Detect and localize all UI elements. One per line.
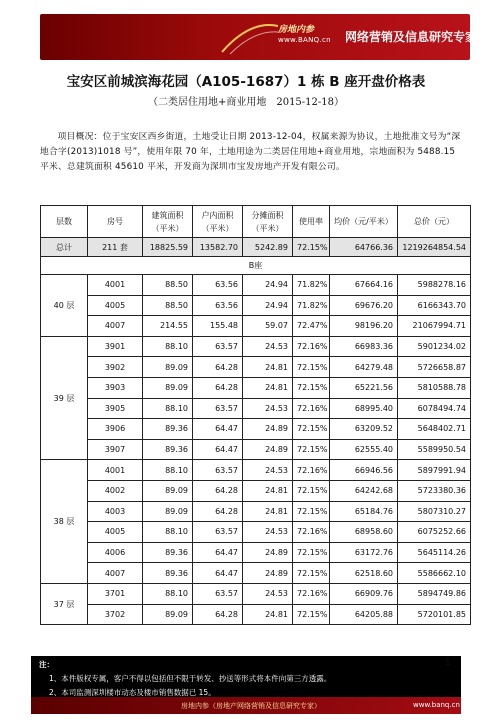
total-price-cell: 5720101.85 — [398, 604, 471, 625]
usage-rate-cell: 72.16% — [293, 460, 330, 481]
total-row — [41, 238, 471, 257]
floor-cell: 39 层 — [41, 336, 88, 460]
total-price-cell: 6078494.74 — [398, 398, 471, 419]
total-price-cell: 21067994.71 — [398, 316, 471, 337]
inner-area-cell: 63.57 — [193, 522, 243, 543]
total-sum: 1219264854.54 — [398, 238, 471, 257]
inner-area-cell: 63.57 — [193, 583, 243, 604]
total-price-cell: 5807310.27 — [398, 501, 471, 522]
footer-bar-text: 房地内参（房地产网络营销及信息研究专家） — [181, 702, 321, 710]
banner-slogan: 网络营销及信息研究专家 — [345, 30, 478, 44]
inner-area-cell: 63.57 — [193, 336, 243, 357]
total-price-cell: 5723380.36 — [398, 480, 471, 501]
floor-cell: 40 层 — [41, 275, 88, 337]
build-area-cell: 89.36 — [143, 419, 193, 440]
usage-rate-cell: 72.16% — [293, 522, 330, 543]
usage-rate-cell: 72.16% — [293, 336, 330, 357]
shared-area-cell: 24.81 — [243, 501, 293, 522]
header-usage-rate: 使用率 — [293, 206, 330, 238]
shared-area-cell: 59.07 — [243, 316, 293, 337]
header-build-area: 建筑面积（平米） — [143, 206, 193, 238]
shared-area-cell: 24.53 — [243, 336, 293, 357]
inner-area-cell: 64.47 — [193, 439, 243, 460]
table-row — [41, 604, 471, 625]
shared-area-cell: 24.89 — [243, 563, 293, 584]
project-overview: 项目概况：位于宝安区西乡街道，土地受让日期 2013-12-04，权属来源为协议，土地批准文号为“深地合字(2013)1018 号”，使用年限 70 年，土地用途为二类居住用地+商业用地，宗地面积为 5488.15 平米、总建筑面积 45610 平米，开发商为深圳市宝发房地产开发有限公司。 — [40, 132, 461, 172]
usage-rate-cell: 72.15% — [293, 563, 330, 584]
avg-price-cell: 64205.88 — [330, 604, 398, 625]
table-row — [41, 563, 471, 584]
inner-area-cell: 63.57 — [193, 398, 243, 419]
inner-area-cell: 155.48 — [193, 316, 243, 337]
avg-price-cell: 66983.36 — [330, 336, 398, 357]
usage-rate-cell: 72.15% — [293, 419, 330, 440]
total-units: 211 套 — [88, 238, 143, 257]
footer-bar — [31, 697, 461, 714]
inner-area-cell: 64.28 — [193, 480, 243, 501]
shared-area-cell: 24.81 — [243, 377, 293, 398]
build-area-cell: 88.50 — [143, 295, 193, 316]
avg-price-cell: 66946.56 — [330, 460, 398, 481]
usage-rate-cell: 71.82% — [293, 275, 330, 296]
avg-price-cell: 69676.20 — [330, 295, 398, 316]
total-price-cell: 5988278.16 — [398, 275, 471, 296]
avg-price-cell: 62555.40 — [330, 439, 398, 460]
unit-cell: 4007 — [88, 563, 143, 584]
inner-area-cell: 64.28 — [193, 501, 243, 522]
build-area-cell: 88.10 — [143, 398, 193, 419]
build-area-cell: 89.09 — [143, 604, 193, 625]
total-price-cell: 6166343.70 — [398, 295, 471, 316]
brand-logo-url: www.BANQ.cn — [278, 36, 331, 44]
header-inner-area: 户内面积（平米） — [193, 206, 243, 238]
total-price-cell: 5589950.54 — [398, 439, 471, 460]
avg-price-cell: 66909.76 — [330, 583, 398, 604]
usage-rate-cell: 72.16% — [293, 583, 330, 604]
inner-area-cell: 64.47 — [193, 563, 243, 584]
usage-rate-cell: 72.15% — [293, 357, 330, 378]
table-row — [41, 419, 471, 440]
table-row — [41, 398, 471, 419]
inner-area-cell: 64.47 — [193, 419, 243, 440]
header-unit: 房号 — [88, 206, 143, 238]
total-price-cell: 5894749.86 — [398, 583, 471, 604]
inner-area-cell: 64.28 — [193, 357, 243, 378]
page-number: 1 — [445, 658, 451, 668]
build-area-cell: 88.10 — [143, 522, 193, 543]
table-row — [41, 583, 471, 604]
table-row — [41, 295, 471, 316]
shared-area-cell: 24.53 — [243, 460, 293, 481]
unit-cell: 4003 — [88, 501, 143, 522]
total-price-cell: 5726658.87 — [398, 357, 471, 378]
brand-logo — [278, 22, 340, 52]
floor-cell: 37 层 — [41, 583, 88, 624]
total-price-cell: 5901234.02 — [398, 336, 471, 357]
table-row — [41, 542, 471, 563]
avg-price-cell: 63209.52 — [330, 419, 398, 440]
total-rate: 72.15% — [293, 238, 330, 257]
unit-cell: 4007 — [88, 316, 143, 337]
shared-area-cell: 24.94 — [243, 295, 293, 316]
shared-area-cell: 24.81 — [243, 480, 293, 501]
inner-area-cell: 63.56 — [193, 295, 243, 316]
unit-cell: 4002 — [88, 480, 143, 501]
table-row — [41, 316, 471, 337]
unit-cell: 3901 — [88, 336, 143, 357]
page-subtitle: （二类居住用地+商业用地 2015-12-18） — [147, 97, 345, 108]
avg-price-cell: 62518.60 — [330, 563, 398, 584]
unit-cell: 4001 — [88, 460, 143, 481]
inner-area-cell: 64.28 — [193, 604, 243, 625]
shared-area-cell: 24.53 — [243, 398, 293, 419]
shared-area-cell: 24.81 — [243, 357, 293, 378]
build-area-cell: 89.36 — [143, 542, 193, 563]
total-area: 18825.59 — [143, 238, 193, 257]
brand-logo-text: 房地内参 — [278, 25, 315, 35]
note-title: 注： — [39, 660, 54, 669]
avg-price-cell: 65184.76 — [330, 501, 398, 522]
avg-price-cell: 64242.68 — [330, 480, 398, 501]
total-price-cell: 5648402.71 — [398, 419, 471, 440]
table-row — [41, 522, 471, 543]
floor-cell: 38 层 — [41, 460, 88, 584]
section-row — [41, 257, 471, 275]
table-row — [41, 439, 471, 460]
shared-area-cell: 24.89 — [243, 542, 293, 563]
unit-cell: 3702 — [88, 604, 143, 625]
build-area-cell: 89.36 — [143, 439, 193, 460]
header-shared-area: 分摊面积（平米） — [243, 206, 293, 238]
total-price-cell: 5897991.94 — [398, 460, 471, 481]
unit-cell: 4005 — [88, 295, 143, 316]
avg-price-cell: 63172.76 — [330, 542, 398, 563]
total-inner: 13582.70 — [193, 238, 243, 257]
unit-cell: 4001 — [88, 275, 143, 296]
table-row — [41, 460, 471, 481]
usage-rate-cell: 71.82% — [293, 295, 330, 316]
table-row — [41, 357, 471, 378]
usage-rate-cell: 72.16% — [293, 398, 330, 419]
unit-cell: 3701 — [88, 583, 143, 604]
avg-price-cell: 67664.16 — [330, 275, 398, 296]
build-area-cell: 88.10 — [143, 460, 193, 481]
usage-rate-cell: 72.15% — [293, 439, 330, 460]
unit-cell: 3905 — [88, 398, 143, 419]
table-row — [41, 275, 471, 296]
shared-area-cell: 24.81 — [243, 604, 293, 625]
build-area-cell: 89.09 — [143, 357, 193, 378]
price-table — [40, 205, 471, 625]
page-title: 宝安区前城滨海花园（A105-1687）1 栋 B 座开盘价格表 — [66, 74, 426, 90]
usage-rate-cell: 72.15% — [293, 542, 330, 563]
shared-area-cell: 24.53 — [243, 522, 293, 543]
usage-rate-cell: 72.15% — [293, 604, 330, 625]
inner-area-cell: 63.56 — [193, 275, 243, 296]
build-area-cell: 88.10 — [143, 583, 193, 604]
total-price-cell: 6075252.66 — [398, 522, 471, 543]
table-row — [41, 336, 471, 357]
usage-rate-cell: 72.15% — [293, 480, 330, 501]
avg-price-cell: 64279.48 — [330, 357, 398, 378]
footer-bar-url: www.banq.cn — [413, 701, 460, 709]
total-price-cell: 5810588.78 — [398, 377, 471, 398]
total-shared: 5242.89 — [243, 238, 293, 257]
shared-area-cell: 24.53 — [243, 583, 293, 604]
shared-area-cell: 24.89 — [243, 419, 293, 440]
total-avg: 64766.36 — [330, 238, 398, 257]
unit-cell: 4005 — [88, 522, 143, 543]
build-area-cell: 88.50 — [143, 275, 193, 296]
build-area-cell: 89.09 — [143, 480, 193, 501]
unit-cell: 4006 — [88, 542, 143, 563]
table-row — [41, 377, 471, 398]
unit-cell: 3907 — [88, 439, 143, 460]
table-row — [41, 501, 471, 522]
inner-area-cell: 63.57 — [193, 460, 243, 481]
total-price-cell: 5645114.26 — [398, 542, 471, 563]
build-area-cell: 89.36 — [143, 563, 193, 584]
avg-price-cell: 98196.20 — [330, 316, 398, 337]
inner-area-cell: 64.28 — [193, 377, 243, 398]
build-area-cell: 214.55 — [143, 316, 193, 337]
header-avg-price: 均价（元/平米） — [330, 206, 398, 238]
section-label: B座 — [41, 257, 471, 275]
usage-rate-cell: 72.15% — [293, 501, 330, 522]
total-label: 总计 — [41, 238, 88, 257]
build-area-cell: 89.09 — [143, 377, 193, 398]
usage-rate-cell: 72.47% — [293, 316, 330, 337]
unit-cell: 3906 — [88, 419, 143, 440]
inner-area-cell: 64.47 — [193, 542, 243, 563]
shared-area-cell: 24.89 — [243, 439, 293, 460]
unit-cell: 3903 — [88, 377, 143, 398]
avg-price-cell: 68958.60 — [330, 522, 398, 543]
table-header-row — [41, 206, 471, 238]
shared-area-cell: 24.94 — [243, 275, 293, 296]
note-line-1: 1、本件版权专属，客户不得以包括但不限于转发、抄送等形式将本件向第三方透露。 — [49, 674, 332, 683]
note-line-2: 2、本司监测深圳楼市动态及楼市销售数据已 15。 — [49, 688, 216, 697]
usage-rate-cell: 72.15% — [293, 377, 330, 398]
swoosh-logo-icon — [220, 18, 280, 56]
header-floor: 层数 — [41, 206, 88, 238]
header-total-price: 总价（元） — [398, 206, 471, 238]
table-row — [41, 480, 471, 501]
build-area-cell: 88.10 — [143, 336, 193, 357]
unit-cell: 3902 — [88, 357, 143, 378]
build-area-cell: 89.09 — [143, 501, 193, 522]
avg-price-cell: 65221.56 — [330, 377, 398, 398]
total-price-cell: 5586662.10 — [398, 563, 471, 584]
header-banner — [40, 14, 478, 60]
avg-price-cell: 68995.40 — [330, 398, 398, 419]
